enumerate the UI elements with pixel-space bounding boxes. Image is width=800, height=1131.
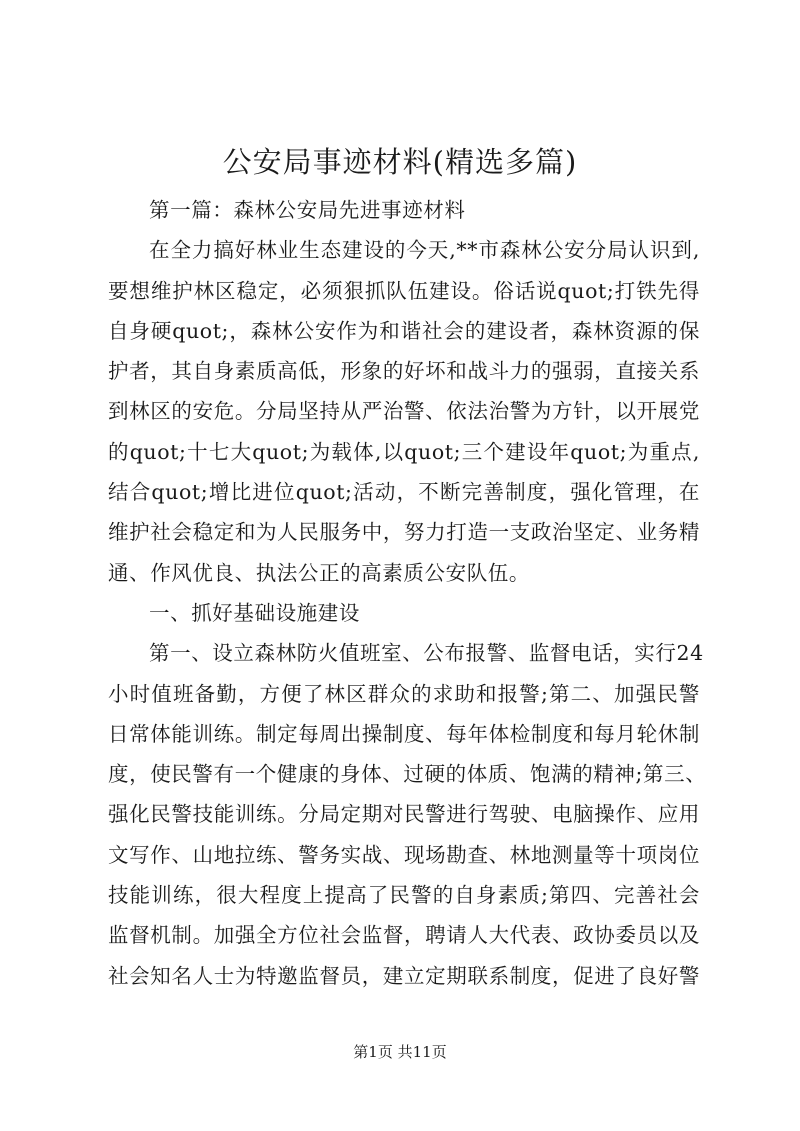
paragraph-line: 文写作、山地拉练、警务实战、现场勘查、林地测量等十项岗位 [108,842,700,867]
document-body [108,190,707,996]
paragraph-line: 第一、设立森林防火值班室、公布报警、监督电话，实行24 [149,641,704,666]
section-heading: 第一篇：森林公安局先进事迹材料 [149,198,466,222]
paragraph-line: 护者，其自身素质高低，形象的好坏和战斗力的强弱，直接关系 [108,359,700,384]
paragraph-line: 强化民警技能训练。分局定期对民警进行驾驶、电脑操作、应用 [108,802,700,827]
document-title: 公安局事迹材料(精选多篇) [222,145,578,179]
paragraph-line: 社会知名人士为特邀监督员，建立定期联系制度，促进了良好警 [108,963,700,988]
paragraph-line: 自身硬quot;，森林公安作为和谐社会的建设者，森林资源的保 [108,318,700,343]
paragraph-line: 维护社会稳定和为人民服务中，努力打造一支政治坚定、业务精 [108,520,700,545]
paragraph-line: 通、作风优良、执法公正的高素质公安队伍。 [108,560,530,585]
paragraph-line: 技能训练，很大程度上提高了民警的自身素质;第四、完善社会 [108,883,700,908]
page-number: 第1页 共11页 [353,1043,447,1061]
paragraph-line: 要想维护林区稳定，必须狠抓队伍建设。俗话说quot;打铁先得 [108,278,700,303]
paragraph-line: 结合quot;增比进位quot;活动，不断完善制度，强化管理，在 [108,480,700,505]
paragraph-line: 日常体能训练。制定每周出操制度、每年体检制度和每月轮休制 [108,721,700,746]
paragraph-line: 到林区的安危。分局坚持从严治警、依法治警为方针，以开展党 [108,399,700,424]
paragraph-line: 在全力搞好林业生态建设的今天,**市森林公安分局认识到, [149,238,700,263]
paragraph-line: 监督机制。加强全方位社会监督，聘请人大代表、政协委员以及 [108,923,700,948]
paragraph-line: 的quot;十七大quot;为载体,以quot;三个建设年quot;为重点, [108,439,700,464]
paragraph-line: 度，使民警有一个健康的身体、过硬的体质、饱满的精神;第三、 [108,762,707,787]
paragraph-line: 小时值班备勤，方便了林区群众的求助和报警;第二、加强民警 [108,681,700,706]
section-heading: 一、抓好基础设施建设 [149,600,360,625]
